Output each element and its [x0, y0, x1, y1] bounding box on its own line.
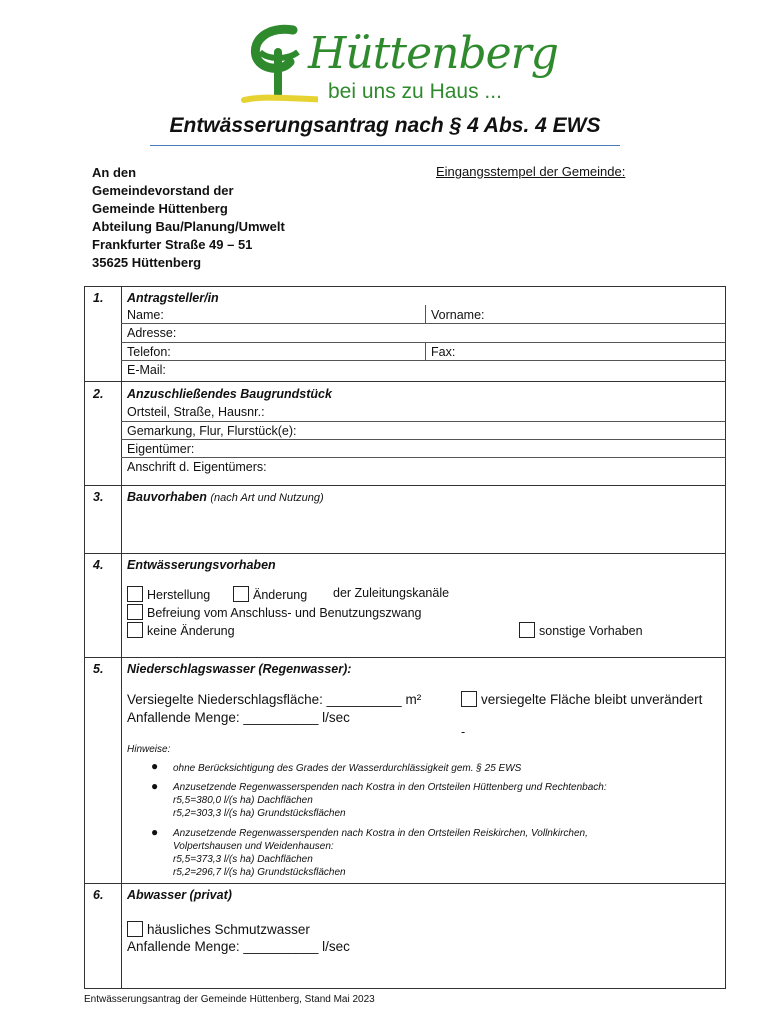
section-divider [85, 485, 725, 486]
section-number: 3. [93, 490, 104, 504]
hinweise-label: Hinweise: [127, 744, 171, 755]
section-heading: Anzuschließendes Baugrundstück [127, 387, 332, 401]
checkbox[interactable] [127, 921, 143, 937]
checkbox[interactable] [233, 586, 249, 602]
telefon-field[interactable]: Telefon: [127, 345, 171, 359]
option-label: häusliches Schmutzwasser [147, 922, 310, 937]
hinweis-line: r5,5=380,0 l/(s ha) Dachflächen [173, 795, 313, 806]
option-sonstige[interactable] [519, 622, 643, 638]
hinweis-item [173, 781, 607, 820]
checkbox[interactable] [127, 604, 143, 620]
eigentuemer-field[interactable]: Eigentümer: [127, 442, 195, 456]
checkbox[interactable] [461, 691, 477, 707]
address-line: An den [92, 165, 137, 180]
hinweis-line: r5,5=373,3 l/(s ha) Dachflächen [173, 854, 313, 865]
row-divider [121, 323, 725, 324]
section-heading: Niederschlagswasser (Regenwasser): [127, 662, 352, 676]
section-number: 5. [93, 662, 104, 676]
row-divider [121, 360, 725, 361]
option-befreiung[interactable] [127, 604, 421, 620]
option-label: versiegelte Fläche bleibt unverändert [481, 692, 703, 707]
section-number: 4. [93, 558, 104, 572]
abwasser-menge-field[interactable]: Anfallende Menge: __________ l/sec [127, 939, 350, 954]
option-aenderung[interactable] [233, 586, 307, 602]
address-line: Gemeinde Hüttenberg [92, 201, 228, 216]
huettenberg-logo [238, 22, 558, 112]
section-divider [85, 657, 725, 658]
logo-tagline: bei uns zu Haus ... [328, 80, 502, 103]
row-divider [121, 421, 725, 422]
vorname-field[interactable]: Vorname: [431, 308, 485, 322]
address-line: Frankfurter Straße 49 – 51 [92, 237, 253, 252]
address-line: 35625 Hüttenberg [92, 255, 202, 270]
application-form-table [84, 286, 726, 989]
checkbox[interactable] [127, 622, 143, 638]
bullet-icon: ● [151, 825, 159, 839]
address-line: Gemeindevorstand der [92, 183, 234, 198]
fax-field[interactable]: Fax: [431, 345, 456, 359]
logo-brand-text: Hüttenberg [308, 28, 558, 79]
hinweis-line: Volpertshausen und Weidenhausen: [173, 841, 334, 852]
hinweis-line: Anzusetzende Regenwasserspenden nach Kostra in den Ortsteilen Hüttenberg und Rechtenbach: [173, 782, 607, 793]
row-divider [121, 457, 725, 458]
bullet-icon: ● [151, 759, 159, 773]
row-divider [121, 342, 725, 343]
title-divider [150, 145, 620, 146]
ortsteil-field[interactable]: Ortsteil, Straße, Hausnr.: [127, 405, 265, 419]
stamp-label: Eingangsstempel der Gemeinde: [436, 164, 626, 179]
option-herstellung[interactable] [127, 586, 210, 602]
hinweis-line: r5,2=303,3 l/(s ha) Grundstücksflächen [173, 808, 346, 819]
option-label: Änderung [253, 588, 308, 602]
gemarkung-field[interactable]: Gemarkung, Flur, Flurstück(e): [127, 424, 297, 438]
option-label: Herstellung [147, 588, 211, 602]
hinweis-line: Anzusetzende Regenwasserspenden nach Kostra in den Ortsteilen Reiskirchen, Vollnkirchen, [173, 828, 588, 839]
zuleitung-label: der Zuleitungskanäle [333, 586, 450, 600]
section-number: 6. [93, 888, 104, 902]
section-note: (nach Art und Nutzung) [210, 492, 324, 504]
field-divider [425, 342, 426, 360]
hinweis-item [173, 827, 588, 879]
field-divider [425, 305, 426, 323]
option-keine-aenderung[interactable] [127, 622, 235, 638]
section-heading: Bauvorhaben [127, 490, 207, 504]
section-heading: Abwasser (privat) [127, 888, 232, 902]
anschrift-field[interactable]: Anschrift d. Eigentümers: [127, 460, 267, 474]
hinweis-item: ohne Berücksichtigung des Grades der Wasserdurchlässigkeit gem. § 25 EWS [173, 763, 522, 774]
section-divider [85, 381, 725, 382]
tree-logo-icon [238, 22, 318, 112]
bullet-icon: ● [151, 779, 159, 793]
section-heading: Entwässerungsvorhaben [127, 558, 276, 572]
email-field[interactable]: E-Mail: [127, 363, 166, 377]
bauvorhaben-field[interactable] [127, 490, 324, 504]
section-number: 2. [93, 387, 104, 401]
menge-field[interactable]: Anfallende Menge: __________ l/sec [127, 710, 350, 725]
option-label: keine Änderung [147, 624, 235, 638]
address-line: Abteilung Bau/Planung/Umwelt [92, 219, 285, 234]
name-field[interactable]: Name: [127, 308, 164, 322]
checkbox[interactable] [127, 586, 143, 602]
hinweis-line: r5,2=296,7 l/(s ha) Grundstücksflächen [173, 867, 346, 878]
page-footer: Entwässerungsantrag der Gemeinde Hüttenberg, Stand Mai 2023 [84, 994, 375, 1005]
row-divider [121, 439, 725, 440]
dash-mark: - [461, 725, 466, 739]
checkbox[interactable] [519, 622, 535, 638]
recipient-address [92, 164, 285, 272]
adresse-field[interactable]: Adresse: [127, 326, 177, 340]
section-heading: Antragsteller/in [127, 291, 219, 305]
option-flaeche-unveraendert[interactable] [461, 691, 702, 707]
flaeche-field[interactable]: Versiegelte Niederschlagsfläche: __________ m² [127, 692, 422, 707]
section-number: 1. [93, 291, 104, 305]
option-label: Befreiung vom Anschluss- und Benutzungszwang [147, 606, 422, 620]
option-haeuslich[interactable] [127, 921, 310, 937]
page-title: Entwässerungsantrag nach § 4 Abs. 4 EWS [169, 114, 601, 137]
section-divider [85, 883, 725, 884]
option-label: sonstige Vorhaben [539, 624, 643, 638]
section-divider [85, 553, 725, 554]
